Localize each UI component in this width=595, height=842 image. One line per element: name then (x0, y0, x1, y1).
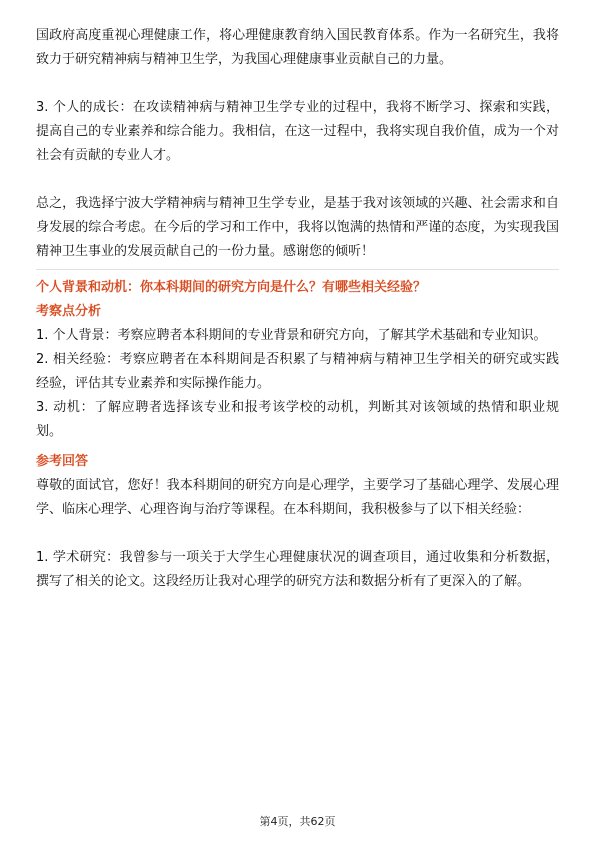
analysis-item-1: 1. 个人背景：考察应聘者本科期间的专业背景和研究方向，了解其学术基础和专业知识。 (36, 328, 547, 343)
answer-paragraph-2: 1. 学术研究：我曾参与一项关于大学生心理健康状况的调查项目，通过收集和分析数据，撰写了相关的论文。这段经历让我对心理学的研究方法和数据分析有了更深入的了解。 (36, 550, 559, 589)
spacer (36, 72, 559, 96)
spacer (36, 168, 559, 192)
question-title: 个人背景和动机：你本科期间的研究方向是什么？有哪些相关经验？ (36, 280, 427, 295)
analysis-item-3: 3. 动机：了解应聘者选择该专业和报考该学校的动机，判断其对该领域的热情和职业规划。 (36, 400, 559, 439)
analysis-heading: 考察点分析 (36, 304, 102, 319)
answer-heading: 参考回答 (36, 454, 89, 469)
page-number: 第4页，共62页 (259, 815, 336, 828)
section-divider (36, 269, 559, 270)
answer-paragraph-1: 尊敬的面试官，您好！我本科期间的研究方向是心理学，主要学习了基础心理学、发展心理学、临床心理学、心理咨询与治疗等课程。在本科期间，我积极参与了以下相关经验： (36, 478, 559, 517)
intro-paragraph-1: 国政府高度重视心理健康工作，将心理健康教育纳入国民教育体系。作为一名研究生，我将致力于研究精神病与精神卫生学，为我国心理健康事业贡献自己的力量。 (36, 28, 559, 67)
spacer (36, 522, 559, 546)
intro-paragraph-3: 总之，我选择宁波大学精神病与精神卫生学专业，是基于我对该领域的兴趣、社会需求和自身发展的综合考虑。在今后的学习和工作中，我将以饱满的热情和严谨的态度，为实现我国精神卫生事业的发展贡献自己的一份力量。感谢您的倾听！ (36, 196, 559, 259)
document-page (36, 24, 559, 594)
intro-paragraph-2: 3. 个人的成长：在攻读精神病与精神卫生学专业的过程中，我将不断学习、探索和实践，提高自己的专业素养和综合能力。我相信，在这一过程中，我将实现自我价值，成为一个对社会有贡献的专业人才。 (36, 100, 559, 163)
analysis-item-2: 2. 相关经验：考察应聘者在本科期间是否积累了与精神病与精神卫生学相关的研究或实践经验，评估其专业素养和实际操作能力。 (36, 352, 559, 391)
